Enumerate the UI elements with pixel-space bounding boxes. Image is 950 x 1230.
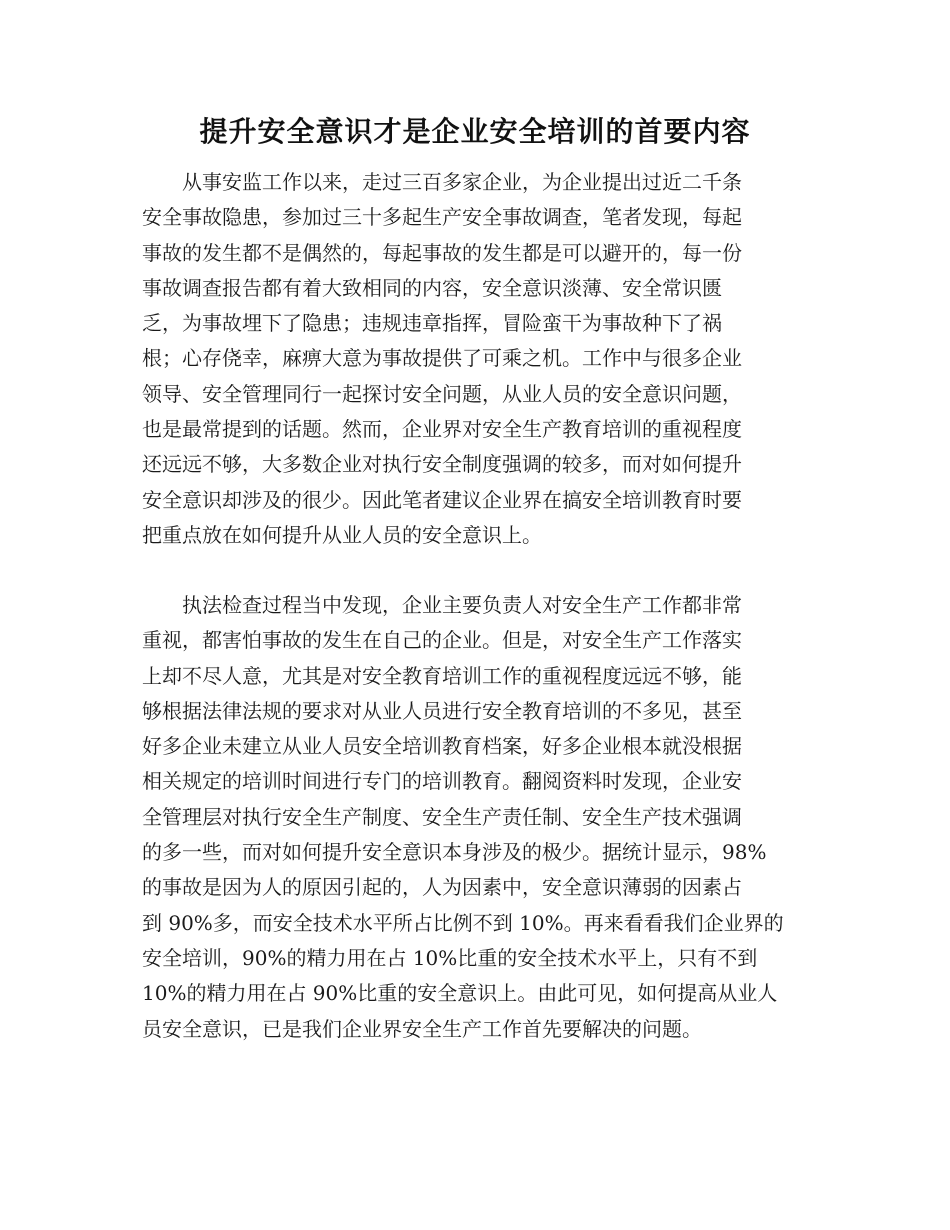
paragraph-line: 重视，都害怕事故的发生在自己的企业。但是，对安全生产工作落实 (142, 628, 742, 653)
paragraph-line: 好多企业未建立从业人员安全培训教育档案，好多企业根本就没根据 (142, 734, 742, 759)
paragraph-2 (142, 588, 812, 1047)
paragraph-line: 还远远不够，大多数企业对执行安全制度强调的较多，而对如何提升 (142, 452, 742, 477)
paragraph-line: 上却不尽人意，尤其是对安全教育培训工作的重视程度远远不够，能 (142, 663, 742, 688)
document-title: 提升安全意识才是企业安全培训的首要内容 (199, 115, 751, 148)
paragraph-line: 根；心存侥幸，麻痹大意为事故提供了可乘之机。工作中与很多企业 (142, 346, 742, 371)
paragraph-line: 事故调查报告都有着大致相同的内容，安全意识淡薄、安全常识匮 (142, 275, 722, 300)
paragraph-line: 执法检查过程当中发现，企业主要负责人对安全生产工作都非常 (142, 593, 742, 617)
paragraph-line: 从事安监工作以来，走过三百多家企业，为企业提出过近二千条 (142, 170, 742, 194)
paragraph-line: 10%的精力用在占 90%比重的安全意识上。由此可见，如何提高从业人 (142, 981, 778, 1006)
paragraph-line: 安全培训，90%的精力用在占 10%比重的安全技术水平上，只有不到 (142, 945, 758, 970)
paragraph-line: 安全事故隐患，参加过三十多起生产安全事故调查，笔者发现，每起 (142, 205, 742, 230)
paragraph-1 (142, 165, 812, 553)
paragraph-line: 领导、安全管理同行一起探讨安全问题，从业人员的安全意识问题， (142, 381, 742, 406)
paragraph-line: 的事故是因为人的原因引起的，人为因素中，安全意识薄弱的因素占 (142, 875, 742, 900)
paragraph-line: 乏，为事故埋下了隐患；违规违章指挥，冒险蛮干为事故种下了祸 (142, 311, 722, 336)
paragraph-line: 把重点放在如何提升从业人员的安全意识上。 (142, 522, 542, 547)
paragraph-line: 员安全意识，已是我们企业界安全生产工作首先要解决的问题。 (142, 1016, 702, 1041)
paragraph-line: 也是最常提到的话题。然而，企业界对安全生产教育培训的重视程度 (142, 417, 742, 442)
paragraph-line: 事故的发生都不是偶然的，每起事故的发生都是可以避开的，每一份 (142, 240, 742, 265)
paragraph-line: 安全意识却涉及的很少。因此笔者建议企业界在搞安全培训教育时要 (142, 487, 742, 512)
paragraph-line: 够根据法律法规的要求对从业人员进行安全教育培训的不多见，甚至 (142, 698, 742, 723)
paragraph-line: 的多一些，而对如何提升安全意识本身涉及的极少。据统计显示，98% (142, 840, 767, 865)
paragraph-line: 相关规定的培训时间进行专门的培训教育。翻阅资料时发现，企业安 (142, 769, 742, 794)
paragraph-line: 到 90%多，而安全技术水平所占比例不到 10%。再来看看我们企业界的 (142, 910, 784, 935)
paragraph-line: 全管理层对执行安全生产制度、安全生产责任制、安全生产技术强调 (142, 804, 742, 829)
